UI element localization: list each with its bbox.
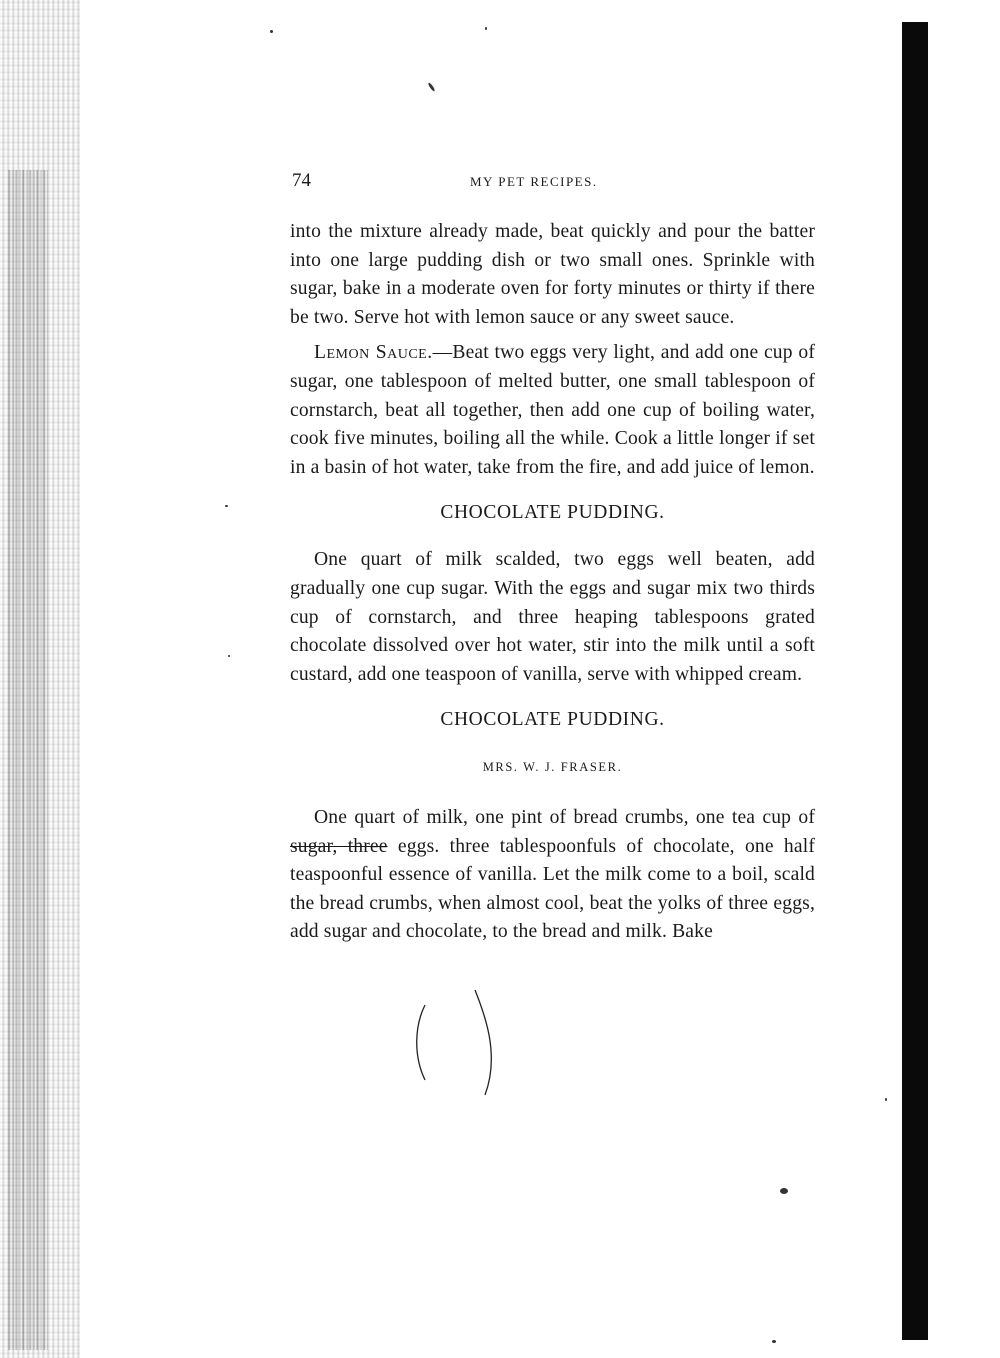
struck-text: sugar, three xyxy=(290,835,388,857)
scan-left-binding-shadow xyxy=(8,170,48,1350)
book-page xyxy=(290,170,815,947)
recipe-title-chocolate-pudding: CHOCOLATE PUDDING. xyxy=(440,502,665,524)
scan-speck xyxy=(780,1188,788,1194)
scan-speck xyxy=(885,1098,887,1101)
chocolate-pudding-body: One quart of milk scalded, two eggs well beaten, add gradually one cup sugar. With the eggs and sugar mix two thirds cup of cornstarch, and three heaping tablespoons grated chocolate dissolved over hot water, stir into the milk until a soft custard, add one teaspoon of vanilla, serve with whipped cream. xyxy=(290,549,815,685)
handwritten-pen-mark xyxy=(405,985,505,1105)
scan-speck xyxy=(485,27,487,30)
scan-speck xyxy=(270,30,273,33)
recipe-title-chocolate-pudding-2: CHOCOLATE PUDDING. xyxy=(440,709,665,731)
body-part-2: eggs. three tablespoonfuls of chocolate, one half teaspoonful essence of vanilla. Let the milk come to a boil, scald the bread crumbs, when almost cool, beat the yolks of three eggs, add sugar and chocolate, to the bread and milk. Bake xyxy=(290,835,815,943)
lemon-sauce-body: —Beat two eggs very light, and add one cup of sugar, one tablespoon of melted butter, one small tablespoon of cornstarch, beat all together, then add one cup of boiling water, cook five minutes, boiling all the while. Cook a little longer if set in a basin of hot water, take from the fire, and add juice of lemon. xyxy=(290,342,815,478)
lemon-sauce-title: Lemon Sauce. xyxy=(314,342,433,364)
page-header xyxy=(290,170,815,200)
lemon-sauce-paragraph xyxy=(290,339,815,482)
scan-right-edge xyxy=(902,22,928,1340)
page-number: 74 xyxy=(292,170,311,191)
body-part-1: One quart of milk, one pint of bread crumbs, one tea cup of xyxy=(314,806,815,828)
scan-speck xyxy=(225,505,228,507)
recipe-author: MRS. W. J. FRASER. xyxy=(482,760,623,775)
scan-speck xyxy=(228,655,230,657)
scan-speck xyxy=(772,1340,776,1343)
scan-speck xyxy=(427,82,435,92)
running-title: MY PET RECIPES. xyxy=(470,174,598,189)
chocolate-pudding-2-body xyxy=(290,804,815,947)
intro-paragraph: into the mixture already made, beat quickly and pour the batter into one large pudding dish or two small ones. Sprinkle with sugar, bake in a moderate oven for forty minutes or thirty if there be two. Serve hot with lemon sauce or any sweet sauce. xyxy=(290,221,815,328)
